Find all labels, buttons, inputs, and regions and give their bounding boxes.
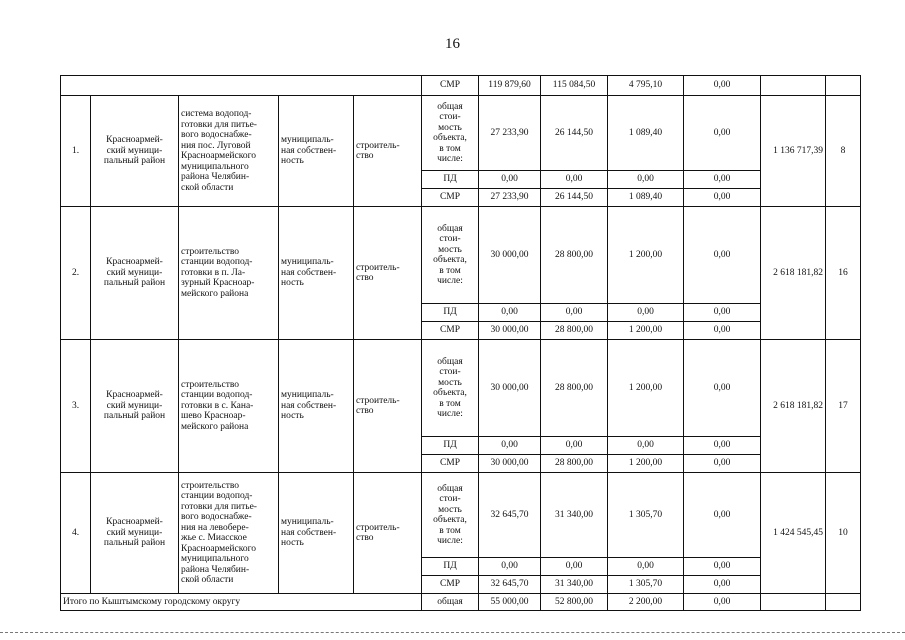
cell-federal: 0,00 [541, 437, 608, 455]
cell-local: 0,00 [684, 322, 761, 340]
cell-regional: 1 200,00 [608, 340, 684, 437]
cell-local: 0,00 [684, 96, 761, 171]
total-label: Итого по Кыштымскому городскому округу [61, 594, 422, 611]
capacity-cell: 2 618 181,82 [761, 207, 826, 340]
table-row-project [61, 96, 861, 171]
cell-federal: 26 144,50 [541, 96, 608, 171]
table-row-top-smr [61, 76, 861, 96]
cell-local: 0,00 [684, 455, 761, 473]
cell-regional: 0,00 [608, 437, 684, 455]
recipient-cell: Красноармей- ский муници- пальный район [91, 473, 179, 594]
cell-total-cost: 55 000,00 [479, 594, 541, 611]
empty-cell [61, 76, 422, 96]
cell-total-cost: 0,00 [479, 558, 541, 576]
cell-regional: 1 200,00 [608, 455, 684, 473]
cell-total-cost: 0,00 [479, 171, 541, 189]
cell-federal: 28 800,00 [541, 340, 608, 437]
cell-local: 0,00 [684, 558, 761, 576]
cell-federal: 115 084,50 [541, 76, 608, 96]
cell-federal: 28 800,00 [541, 322, 608, 340]
cell-regional: 0,00 [608, 558, 684, 576]
cell-total-cost: 30 000,00 [479, 207, 541, 304]
work-type-cell: строитель- ство [354, 207, 422, 340]
cell-regional: 1 200,00 [608, 207, 684, 304]
cell-regional: 0,00 [608, 304, 684, 322]
cell-total-cost: 32 645,70 [479, 576, 541, 594]
ownership-cell: муниципаль- ная собствен- ность [279, 340, 354, 473]
footer-rule [0, 632, 905, 633]
cell-total-cost: 32 645,70 [479, 473, 541, 558]
work-type-cell: строитель- ство [354, 473, 422, 594]
table-row-project [61, 473, 861, 558]
cell-regional: 1 305,70 [608, 576, 684, 594]
row-label-kind: общая [422, 594, 479, 611]
cell-local: 0,00 [684, 576, 761, 594]
row-label-smr: СМР [422, 189, 479, 207]
row-label-total: общая стои- мость объекта, в том числе: [422, 473, 479, 558]
work-type-cell: строитель- ство [354, 340, 422, 473]
row-label-total: общая стои- мость объекта, в том числе: [422, 207, 479, 304]
cell-local: 0,00 [684, 76, 761, 96]
row-label-pd: ПД [422, 437, 479, 455]
cell-local: 0,00 [684, 189, 761, 207]
cell-federal: 28 800,00 [541, 455, 608, 473]
capacity-cell: 1 424 545,45 [761, 473, 826, 594]
object-name-cell: строительство станции водопод- готовки в с. Кана- шево Красноар- мейского района [179, 340, 279, 473]
extra-cell: 17 [826, 340, 861, 473]
row-label-smr: СМР [422, 322, 479, 340]
cell-local: 0,00 [684, 473, 761, 558]
cell-federal: 52 800,00 [541, 594, 608, 611]
cell-local: 0,00 [684, 594, 761, 611]
empty-cell [826, 76, 861, 96]
empty-cell [761, 594, 826, 611]
extra-cell: 10 [826, 473, 861, 594]
cell-total-cost: 0,00 [479, 437, 541, 455]
cell-local: 0,00 [684, 304, 761, 322]
cell-total-cost: 0,00 [479, 304, 541, 322]
row-label-pd: ПД [422, 304, 479, 322]
ownership-cell: муниципаль- ная собствен- ность [279, 207, 354, 340]
table-row-project [61, 207, 861, 304]
table-row-project [61, 340, 861, 437]
cell-local: 0,00 [684, 171, 761, 189]
cell-federal: 0,00 [541, 558, 608, 576]
cell-total-cost: 27 233,90 [479, 189, 541, 207]
row-label-pd: ПД [422, 171, 479, 189]
capacity-cell: 2 618 181,82 [761, 340, 826, 473]
recipient-cell: Красноармей- ский муници- пальный район [91, 340, 179, 473]
row-number: 1. [61, 96, 91, 207]
row-number: 4. [61, 473, 91, 594]
table-row-total [61, 594, 861, 611]
cell-total-cost: 30 000,00 [479, 455, 541, 473]
cell-federal: 31 340,00 [541, 473, 608, 558]
recipient-cell: Красноармей- ский муници- пальный район [91, 96, 179, 207]
cell-total-cost: 30 000,00 [479, 322, 541, 340]
ownership-cell: муниципаль- ная собствен- ность [279, 96, 354, 207]
row-label-smr: СМР [422, 576, 479, 594]
work-type-cell: строитель- ство [354, 96, 422, 207]
cell-local: 0,00 [684, 437, 761, 455]
cell-regional: 1 305,70 [608, 473, 684, 558]
investment-table [60, 75, 861, 611]
cell-total-cost: 27 233,90 [479, 96, 541, 171]
cell-total-cost: 119 879,60 [479, 76, 541, 96]
cell-federal: 26 144,50 [541, 189, 608, 207]
cell-regional: 1 200,00 [608, 322, 684, 340]
row-label-smr: СМР [422, 455, 479, 473]
cell-row-label: СМР [422, 76, 479, 96]
cell-regional: 1 089,40 [608, 189, 684, 207]
extra-cell: 16 [826, 207, 861, 340]
extra-cell: 8 [826, 96, 861, 207]
row-label-total: общая стои- мость объекта, в том числе: [422, 340, 479, 437]
row-number: 2. [61, 207, 91, 340]
cell-regional: 4 795,10 [608, 76, 684, 96]
page-number: 16 [445, 36, 460, 52]
cell-federal: 0,00 [541, 304, 608, 322]
recipient-cell: Красноармей- ский муници- пальный район [91, 207, 179, 340]
cell-federal: 31 340,00 [541, 576, 608, 594]
cell-federal: 0,00 [541, 171, 608, 189]
object-name-cell: строительство станции водопод- готовки в п. Ла- зурный Красноар- мейского района [179, 207, 279, 340]
ownership-cell: муниципаль- ная собствен- ность [279, 473, 354, 594]
capacity-cell: 1 136 717,39 [761, 96, 826, 207]
cell-regional: 2 200,00 [608, 594, 684, 611]
empty-cell [826, 594, 861, 611]
empty-cell [761, 76, 826, 96]
cell-total-cost: 30 000,00 [479, 340, 541, 437]
row-number: 3. [61, 340, 91, 473]
object-name-cell: система водопод- готовки для питье- вого водоснабже- ния пос. Луговой Красноармейского муниципального района Челябин- ской области [179, 96, 279, 207]
row-label-pd: ПД [422, 558, 479, 576]
cell-regional: 1 089,40 [608, 96, 684, 171]
cell-local: 0,00 [684, 340, 761, 437]
row-label-total: общая стои- мость объекта, в том числе: [422, 96, 479, 171]
object-name-cell: строительство станции водопод- готовки для питье- вого водоснабже- ния на левобере- жье с. Миасское Красноармейского муниципального района Челябин- ской области [179, 473, 279, 594]
cell-local: 0,00 [684, 207, 761, 304]
cell-regional: 0,00 [608, 171, 684, 189]
cell-federal: 28 800,00 [541, 207, 608, 304]
